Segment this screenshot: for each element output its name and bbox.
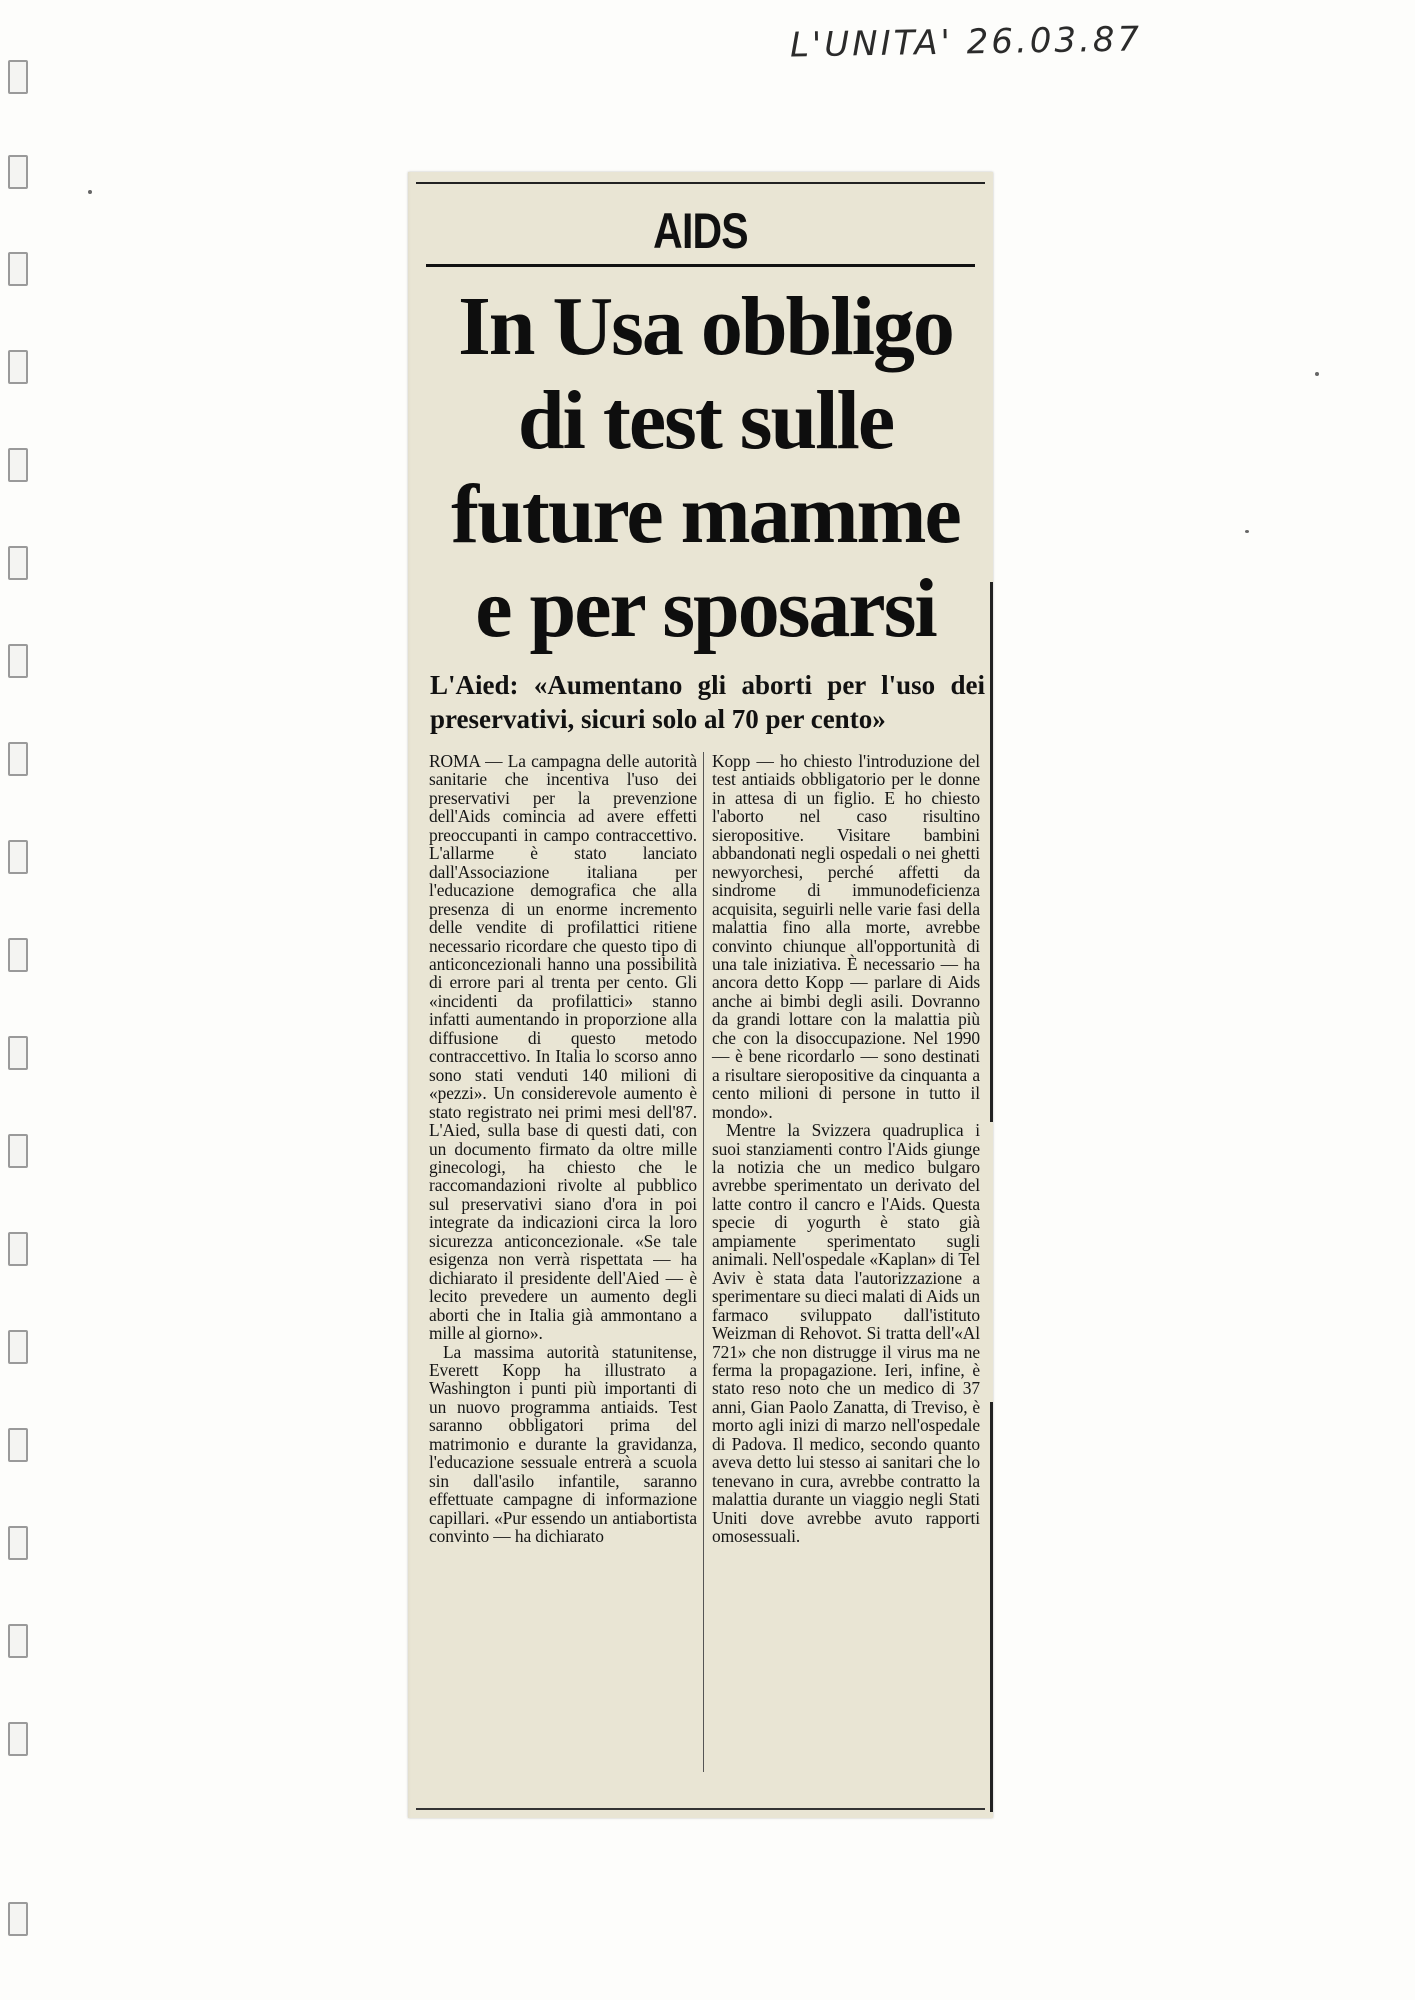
punch-hole bbox=[8, 252, 28, 286]
punch-hole bbox=[8, 1428, 28, 1462]
headline-line: In Usa obbligo bbox=[458, 280, 953, 373]
punch-hole bbox=[8, 742, 28, 776]
punch-hole bbox=[8, 1330, 28, 1364]
punch-hole bbox=[8, 1624, 28, 1658]
punch-hole bbox=[8, 350, 28, 384]
punch-hole bbox=[8, 840, 28, 874]
subheadline: L'Aied: «Aumentano gli aborti per l'uso dei preservativi, sicuri solo al 70 per cento» bbox=[430, 670, 985, 734]
top-rule bbox=[416, 182, 985, 184]
punch-hole bbox=[8, 155, 28, 189]
speck bbox=[88, 190, 92, 194]
punch-hole bbox=[8, 546, 28, 580]
kicker-rule bbox=[426, 264, 975, 267]
punch-hole bbox=[8, 1902, 28, 1936]
headline-line: di test sulle bbox=[517, 374, 894, 467]
punch-hole bbox=[8, 1134, 28, 1168]
headline-line: e per sposarsi bbox=[475, 562, 936, 655]
section-kicker: AIDS bbox=[653, 203, 748, 259]
article-paragraph: ROMA — La campagna delle autorità sanitarie che incentiva l'uso dei preservativi per la prevenzione dell'Aids comincia ad avere effetti preoccupanti in campo contraccettivo. L'allarme è stato lanciato dall'Associazione italiana per l'educazione demografica che alla presenza di un enorme incremento delle vendite di profilattici ritiene necessario ricordare che questo tipo di anticoncezionali hanno una possibilità di errore pari al trenta per cento. Gli «incidenti da profilattici» stanno infatti aumentando in proporzione alla diffusione di questo metodo contraccettivo. In Italia lo scorso anno sono stati venduti 140 milioni di «pezzi». Un considerevole aumento è stato registrato nei primi mesi dell'87. L'Aied, sulla base di questi dati, con un documento firmato da oltre mille ginecologi, ha chiesto che le raccomandazioni rivolte al pubblico sul preservativi siano d'ora in poi integrate da indicazioni circa la loro sicurezza anticoncezionale. «Se tale esigenza non verrà rispettata — ha dichiarato il presidente dell'Aied — è lecito prevedere un aumento degli aborti che in Italia già ammontano a mille al giorno». bbox=[429, 751, 697, 1344]
punch-hole bbox=[8, 644, 28, 678]
punch-hole bbox=[8, 1036, 28, 1070]
punch-hole bbox=[8, 1232, 28, 1266]
article-paragraph: Kopp — ho chiesto l'introduzione del test antiaids obbligatorio per le donne in attesa di un figlio. E ho chiesto l'aborto nel caso risultino sieropositive. Visitare bambini abbandonati negli ospedali o nei ghetti newyorchesi, perché affetti da sindrome di immunodeficienza acquisita, seguirli nelle varie fasi della malattia fino alla morte, avrebbe convinto chiunque all'opportunità di una tale iniziativa. È necessario — ha ancora detto Kopp — parlare di Aids anche ai bimbi degli asili. Dovranno da grandi lottare con la malattia più che con la disoccupazione. Nel 1990 — è bene ricordarlo — sono destinati a risultare sieropositive da cinquanta a cento milioni di persone in tutto il mondo». bbox=[712, 751, 980, 1122]
article-paragraph: La massima autorità statunitense, Everett Kopp ha illustrato a Washington i punti più importanti di un nuovo programma antiaids. Test saranno obbligatori prima del matrimonio e durante la gravidanza, l'educazione sessuale entrerà a scuola sin dall'asilo infantile, saranno effettuate campagne di informazione capillari. «Pur essendo un antiabortista convinto — ha dichiarato bbox=[429, 1341, 697, 1547]
column-divider bbox=[703, 752, 704, 1772]
punch-hole bbox=[8, 1722, 28, 1756]
handwritten-source-date: L'UNITA' 26.03.87 bbox=[789, 19, 1143, 66]
article-paragraph: Mentre la Svizzera quadruplica i suoi stanziamenti contro l'Aids giunge la notizia che un medico bulgaro avrebbe sperimentato un derivato del latte contro il cancro e l'Aids. Questa specie di yogurth è stato già ampiamente sperimentato sugli animali. Nell'ospedale «Kaplan» di Tel Aviv è stata data l'autorizzazione a sperimentare su dieci malati di Aids un farmaco sviluppato dall'istituto Weizman di Rehovot. Si tratta dell'«Al 721» che non distrugge il virus ma ne ferma la propagazione. Ieri, infine, è stato reso noto che un medico di 37 anni, Gian Paolo Zanatta, di Treviso, è morto agli inizi di marzo nell'ospedale di Padova. Il medico, secondo quanto aveva detto lui stesso ai sanitari che lo tenevano in cura, avrebbe contratto la malattia durante un viaggio negli Stati Uniti dove avrebbe avuto rapporti omosessuali. bbox=[712, 1120, 980, 1547]
article-column-left bbox=[429, 752, 697, 1545]
bottom-rule bbox=[416, 1808, 985, 1810]
punch-hole bbox=[8, 60, 28, 94]
headline-line: future mamme bbox=[451, 468, 960, 561]
clip-edge-mark bbox=[990, 582, 993, 1122]
punch-hole bbox=[8, 938, 28, 972]
speck bbox=[1245, 530, 1249, 533]
punch-hole bbox=[8, 1526, 28, 1560]
punch-hole bbox=[8, 448, 28, 482]
headline bbox=[418, 280, 993, 656]
clip-edge-mark bbox=[990, 1402, 993, 1812]
speck bbox=[1315, 372, 1319, 376]
article-column-right bbox=[712, 752, 980, 1545]
newspaper-clipping bbox=[408, 172, 993, 1818]
